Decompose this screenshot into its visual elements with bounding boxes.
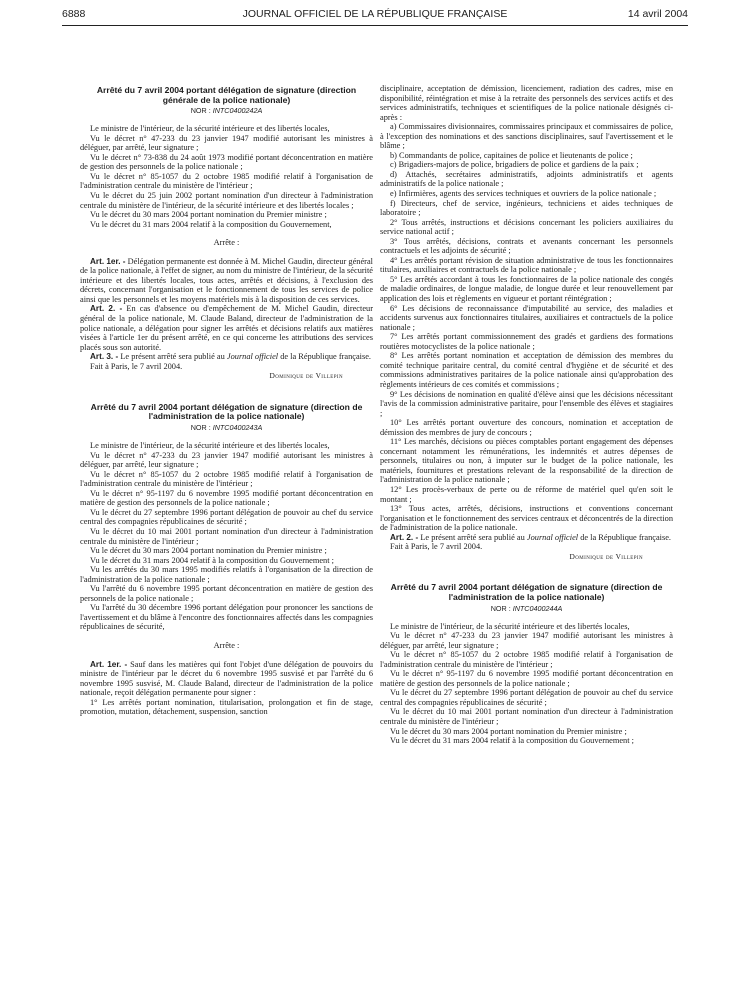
visa: Vu l'arrêté du 30 décembre 1996 portant délégation pour prononcer les sanctions de l'avertissement et du blâme à l'encontre des fonctionnaires affectés dans les compagnies républicaines de sécurité, [80, 603, 373, 632]
visa: Vu le décret du 31 mars 2004 relatif à la composition du Gouvernement ; [90, 555, 334, 565]
article-text: de la République française. [280, 352, 372, 362]
visa: Vu les arrêtés du 30 mars 1995 modifiés relatifs à l'organisation de la direction de l'administration de la police nationale ; [80, 565, 373, 584]
nor-code: INTC0400242A [212, 106, 263, 116]
signature: Dominique de Villepin [269, 371, 343, 381]
category-item: f) Directeurs, chef de service, ingénieurs, techniciens et aides techniques de laboratoire ; [380, 198, 673, 218]
visa: Vu le décret du 31 mars 2004 relatif à la composition du Gouvernement ; [390, 736, 634, 746]
article-label: Art. 2. - [390, 532, 419, 542]
preamble: Le ministre de l'intérieur, de la sécurité intérieure et des libertés locales, [90, 441, 330, 451]
visa: Vu le décret n° 73-838 du 24 août 1973 modifié portant déconcentration en matière de gestion des personnels de la police nationale ; [80, 152, 373, 172]
visa: Vu le décret n° 85-1057 du 2 octobre 1985 modifié relatif à l'organisation de l'administration centrale du ministère de l'intérieur ; [80, 171, 373, 191]
list-item: 11° Les marchés, décisions ou pièces comptables portant engagement des dépenses concernant notamment les rémunérations, les indemnités et autres dépenses de personnels, titulaires ou non, à imputer sur le budget de la police nationale, les matériels, fournitures et prestations relevant de la responsabilité de la direction de l'administration de la police nationale ; [380, 437, 673, 485]
visa: Vu le décret du 27 septembre 1996 portant délégation de pouvoir au chef du service central des compagnies républicaines de sécurité ; [380, 688, 673, 707]
article-text: Le présent arrêté sera publié au [420, 532, 525, 542]
page-number: 6888 [62, 8, 86, 20]
nor-label: NOR : [490, 603, 511, 613]
journal-officiel: Journal officiel [526, 532, 579, 542]
visa: Vu le décret n° 47-233 du 23 janvier 1947 modifié autorisant les ministres à déléguer, par arrêté, leur signature ; [80, 133, 373, 153]
visa: Vu le décret du 10 mai 2001 portant nomination d'un directeur à l'administration centrale du ministère de l'intérieur ; [80, 526, 373, 546]
nor-reference [80, 105, 373, 116]
journal-title: JOURNAL OFFICIEL DE LA RÉPUBLIQUE FRANÇAISE [242, 8, 508, 20]
category-item: c) Brigadiers-majors de police, brigadiers de police et gardiens de la paix ; [390, 160, 639, 170]
fait-a-paris: Fait à Paris, le 7 avril 2004. [90, 361, 183, 371]
nor-label: NOR : [190, 423, 211, 433]
list-item: 7° Les arrêtés portant commissionnement des gradés et gardiens des formations routières motocyclistes de la police nationale ; [380, 332, 673, 351]
visa: Vu le décret du 30 mars 2004 portant nomination du Premier ministre ; [90, 210, 327, 220]
nor-reference [80, 422, 373, 433]
visa: Vu le décret n° 95-1197 du 6 novembre 1995 modifié portant déconcentration en matière de gestion des personnels de la police nationale ; [380, 669, 673, 688]
article-text: Le présent arrêté sera publié au [120, 352, 225, 362]
article-2 [380, 533, 673, 543]
visa: Vu le décret n° 95-1197 du 6 novembre 1995 modifié portant déconcentration en matière de gestion des personnels de la police nationale ; [80, 488, 373, 508]
list-item: 13° Tous actes, arrêtés, décisions, instructions et conventions concernant l'organisation et le fonctionnement des services centraux et déconcentrés de la direction de l'administration de la police nationale. [380, 504, 673, 533]
list-item: 10° Les arrêtés portant ouverture des concours, nomination et acceptation de démission des membres de jury de concours ; [380, 418, 673, 437]
visa: Vu le décret n° 85-1057 du 2 octobre 1985 modifié relatif à l'organisation de l'administration centrale du ministère de l'intérieur ; [80, 469, 373, 489]
list-item: 8° Les arrêtés portant nomination et acceptation de démission des membres du comité technique paritaire central, du comité central d'hygiène et de sécurité et des commissions administratives paritaires de la police nationale ainsi qu'approbation des règlements intérieurs de ces comités et commissions ; [380, 351, 673, 389]
article-2 [80, 304, 373, 352]
article-label: Art. 1er. - [90, 256, 126, 266]
list-item: 9° Les décisions de nomination en qualité d'élève ainsi que les décisions nécessitant l'avis de la commission administrative paritaire, pour l'ensemble des élèves et stagiaires ; [380, 389, 673, 418]
article-text: Délégation permanente est donnée à M. Michel Gaudin, directeur général de la police nationale, à l'effet de signer, au nom du ministre de l'intérieur, de la sécurité intérieure et des libertés locales, tous actes, arrêtés et décisions, à l'exclusion des décrets, concernant l'organisation et le fonctionnement de tous les services de police ainsi que les personnels et les moyens matériels mis à la disposition de ces services. [80, 256, 373, 304]
list-item: 12° Les procès-verbaux de perte ou de réforme de matériel quel qu'en soit le montant ; [380, 484, 673, 504]
fait-a-paris: Fait à Paris, le 7 avril 2004. [390, 542, 483, 552]
nor-code: INTC0400243A [212, 423, 263, 433]
nor-label: NOR : [190, 106, 211, 116]
article-text: Sauf dans les matières qui font l'objet d'une délégation de pouvoirs du ministre de l'intérieur par le décret du 6 novembre 1995 susvisé et par l'arrêté du 6 novembre 1995 susvisé, M. Claude Baland, directeur de l'administration de la police nationale, reçoit délégation permanente pour signer : [80, 659, 373, 698]
preamble: Le ministre de l'intérieur, de la sécurité intérieure et des libertés locales, [90, 124, 330, 134]
nor-reference [380, 603, 673, 614]
list-item: 5° Les arrêtés accordant à tous les fonctionnaires de la police nationale des congés de maladie ordinaires, de longue maladie, de longue durée et leur renouvellement par application des lois et règlements en vigueur et portant réintégration ; [380, 274, 673, 304]
decree-title: Arrêté du 7 avril 2004 portant délégation de signature (direction de l'administration de la police nationale) [390, 582, 663, 602]
continuation-text: disciplinaire, acceptation de démission, licenciement, radiation des cadres, mise en disponibilité, réintégration et mise à la retraite des personnels des services actifs et des services administratifs, techniques et scientifiques de la police nationale désignés ci-après : [380, 84, 673, 122]
preamble: Le ministre de l'intérieur, de la sécurité intérieure et des libertés locales, [390, 621, 630, 631]
visa: Vu l'arrêté du 6 novembre 1995 portant déconcentration en matière de gestion des personnels de la police nationale ; [80, 584, 373, 603]
article-text: de la République française. [580, 532, 672, 542]
decree-2 [80, 403, 373, 717]
header-rule [62, 25, 688, 26]
nor-code: INTC0400244A [512, 603, 563, 613]
article-label: Art. 2. - [90, 304, 123, 314]
list-item: 3° Tous arrêtés, décisions, contrats et avenants concernant les personnels contractuels et les adjoints de sécurité ; [380, 236, 673, 256]
category-item: a) Commissaires divisionnaires, commissaires principaux et commissaires de police, à l'exception des nominations et des sanctions disciplinaires, sauf l'avertissement et le blâme ; [380, 122, 673, 151]
issue-date: 14 avril 2004 [627, 8, 688, 20]
visa: Vu le décret du 31 mars 2004 relatif à la composition du Gouvernement, [90, 219, 332, 229]
visa: Vu le décret du 30 mars 2004 portant nomination du Premier ministre ; [390, 726, 627, 736]
article-1 [80, 660, 373, 698]
list-item: 1° Les arrêtés portant nomination, titularisation, prolongation et fin de stage, promotion, mutation, détachement, suspension, sanction [80, 697, 373, 717]
decree-title: Arrêté du 7 avril 2004 portant délégation de signature (direction générale de la police nationale) [96, 85, 357, 105]
right-column [380, 84, 673, 746]
visa: Vu le décret n° 85-1057 du 2 octobre 1985 modifié relatif à l'organisation de l'administration centrale du ministère de l'intérieur ; [380, 650, 673, 669]
left-column [80, 86, 373, 717]
page-header [62, 8, 688, 24]
arrete-heading: Arrête : [213, 640, 240, 650]
article-label: Art. 1er. - [90, 659, 128, 669]
article-1 [80, 257, 373, 305]
article-3 [80, 352, 373, 362]
list-item: 2° Tous arrêtés, instructions et décisions concernant les policiers auxiliaires du service national actif ; [380, 217, 673, 237]
list-item: 6° Les décisions de reconnaissance d'imputabilité au service, des maladies et accidents survenus aux fonctionnaires titulaires, auxiliaires et contractuels de la police nationale ; [380, 303, 673, 332]
list-item: 4° Les arrêtés portant révision de situation administrative de tous les fonctionnaires titulaires, auxiliaires et contractuels de la police nationale ; [380, 255, 673, 275]
visa: Vu le décret du 10 mai 2001 portant nomination d'un directeur à l'administration centrale du ministère de l'intérieur ; [380, 707, 673, 726]
visa: Vu le décret du 25 juin 2002 portant nomination d'un directeur à l'administration centrale du ministère de l'intérieur, de la sécurité intérieure et des libertés locales ; [80, 191, 373, 210]
category-item: e) Infirmières, agents des services techniques et ouvriers de la police nationale ; [390, 189, 657, 199]
signature: Dominique de Villepin [569, 551, 643, 561]
journal-officiel: Journal officiel [226, 352, 279, 362]
visa: Vu le décret n° 47-233 du 23 janvier 1947 modifié autorisant les ministres à déléguer, par arrêté, leur signature ; [80, 450, 373, 470]
article-text: En cas d'absence ou d'empêchement de M. Michel Gaudin, directeur général de la police nationale, M. Claude Baland, directeur de l'administration de la police nationale, a délégation pour signer les arrêtés et décisions relatifs aux matières visées à l'article 1er du présent arrêté, en ce qui concerne les attributions des services placés sous son autorité. [80, 304, 373, 352]
category-item: b) Commandants de police, capitaines de police et lieutenants de police ; [390, 150, 633, 160]
decree-1 [80, 86, 373, 381]
visa: Vu le décret du 30 mars 2004 portant nomination du Premier ministre ; [90, 546, 327, 556]
category-item: d) Attachés, secrétaires administratifs, adjoints administratifs et agents administratifs de la police nationale ; [380, 169, 673, 189]
arrete-heading: Arrête : [213, 238, 240, 248]
decree-title: Arrêté du 7 avril 2004 portant délégation de signature (direction de l'administration de la police nationale) [90, 401, 363, 422]
article-label: Art. 3. - [90, 352, 119, 362]
visa: Vu le décret n° 47-233 du 23 janvier 1947 modifié autorisant les ministres à déléguer, par arrêté, leur signature ; [380, 631, 673, 650]
visa: Vu le décret du 27 septembre 1996 portant délégation de pouvoir au chef du service central des compagnies républicaines de sécurité ; [80, 507, 373, 527]
decree-3 [380, 583, 673, 745]
